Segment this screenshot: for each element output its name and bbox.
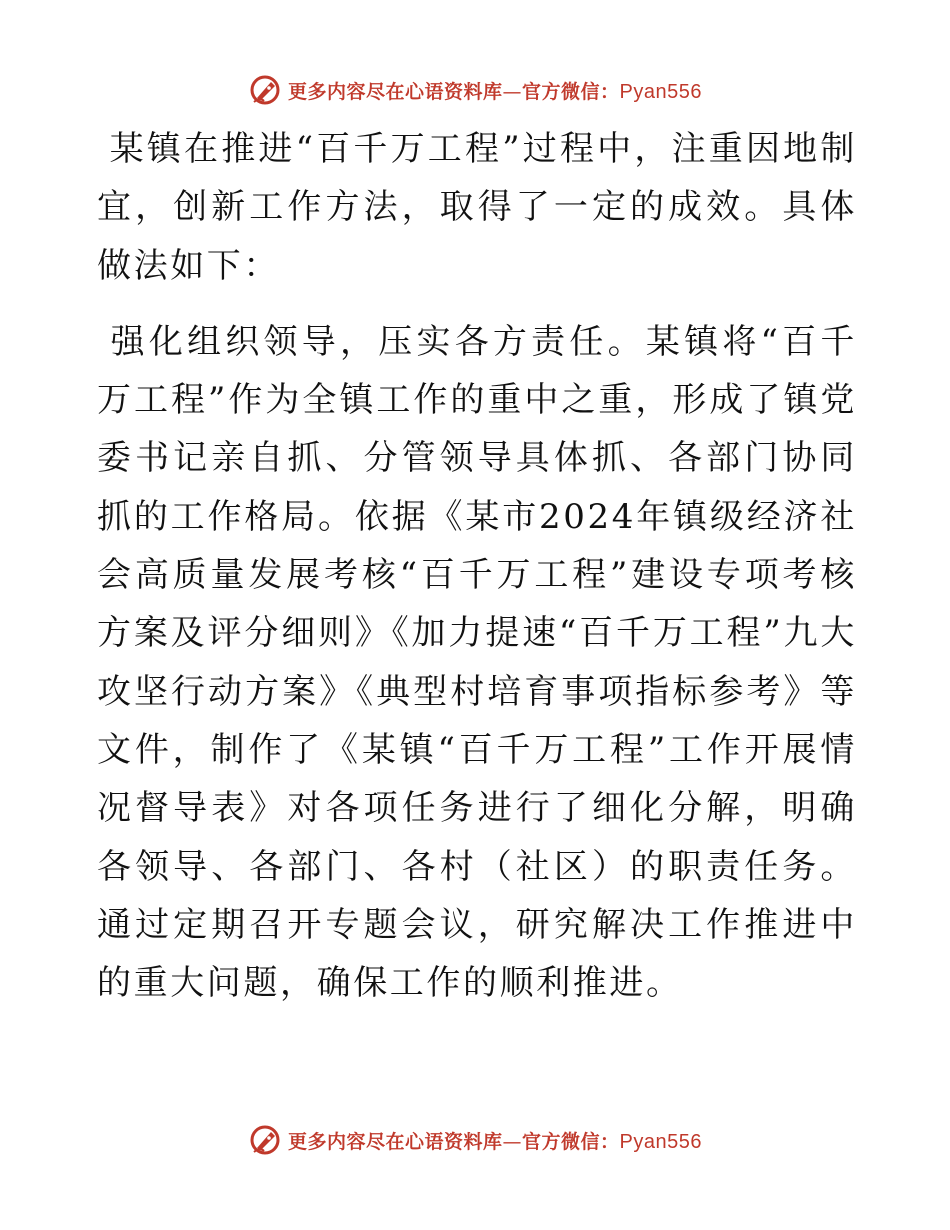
- footer-banner-text: [288, 1127, 702, 1154]
- header-banner-main: 更多内容尽在心语资料库: [288, 80, 503, 103]
- pen-nib-logo-icon: [248, 1123, 282, 1157]
- pen-nib-logo-icon: [248, 73, 282, 107]
- paragraph-organization: [97, 313, 857, 1013]
- footer-banner: [0, 1120, 950, 1160]
- header-banner-separator: —: [502, 80, 523, 103]
- footer-banner-contact: 官方微信：: [522, 1130, 620, 1153]
- paragraph-intro: [97, 120, 857, 295]
- header-banner-contact: 官方微信：: [522, 80, 620, 103]
- document-body: [97, 120, 857, 1012]
- footer-banner-main: 更多内容尽在心语资料库: [288, 1130, 503, 1153]
- paragraph-intro-text: 某镇在推进“百千万工程”过程中，注重因地制宜，创新工作方法，取得了一定的成效。具体做法如下：: [97, 129, 857, 286]
- header-banner-wechat-id: Pyan556: [619, 80, 702, 103]
- header-banner: [0, 70, 950, 110]
- paragraph-organization-text: 强化组织领导，压实各方责任。某镇将“百千万工程”作为全镇工作的重中之重，形成了镇党委书记亲自抓、分管领导具体抓、各部门协同抓的工作格局。依据《某市2024年镇级经济社会高质量发展考核“百千万工程”建设专项考核方案及评分细则》《加力提速“百千万工程”九大攻坚行动方案》《典型村培育事项指标参考》等文件，制作了《某镇“百千万工程”工作开展情况督导表》对各项任务进行了细化分解，明确各领导、各部门、各村（社区）的职责任务。通过定期召开专题会议，研究解决工作推进中的重大问题，确保工作的顺利推进。: [97, 321, 857, 1004]
- footer-banner-wechat-id: Pyan556: [619, 1130, 702, 1153]
- footer-banner-separator: —: [502, 1130, 523, 1153]
- header-banner-text: [288, 77, 702, 104]
